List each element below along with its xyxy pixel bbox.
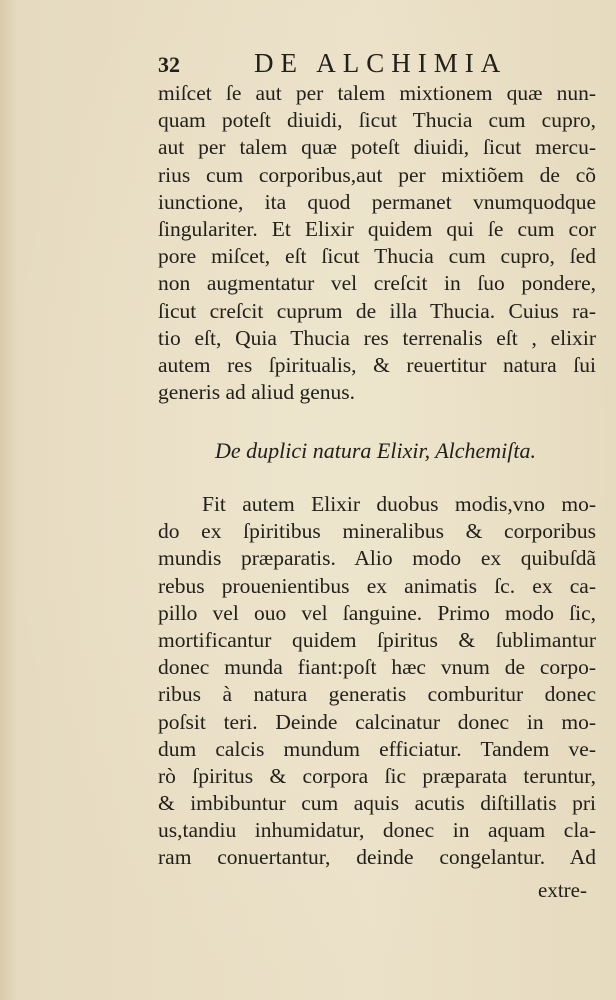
text-line: pore miſcet, eſt ſicut Thucia cum cupro, ſed — [158, 244, 596, 269]
text-line: Fit autem Elixir duobus modis,vno mo- — [202, 492, 596, 516]
text-line: iunctione, ita quod permanet vnumquodque — [158, 189, 596, 214]
text-line: rebus prouenientibus ex animatis ſc. ex ca- — [158, 573, 596, 598]
text-line: rò ſpiritus & corpora ſic præparata teruntur, — [158, 763, 596, 788]
text-line: donec munda fiant:poſt hæc vnum de corpo- — [158, 655, 596, 680]
text-line: tio eſt, Quia Thucia res terrenalis eſt , elixir — [158, 325, 596, 350]
text-line: autem res ſpiritualis, & reuertitur natura ſui — [158, 352, 596, 377]
text-line: dum calcis mundum efficiatur. Tandem ve- — [158, 736, 596, 761]
text-line: mundis præparatis. Alio modo ex quibuſdã — [158, 546, 596, 571]
text-line: & imbibuntur cum aquis acutis diſtillatis pri — [158, 791, 596, 816]
paragraph-1 — [158, 80, 596, 406]
text-line: ſingulariter. Et Elixir quidem qui ſe cum cor — [158, 216, 596, 241]
text-line: aut per talem quæ poteſt diuidi, ſicut mercu- — [158, 135, 596, 160]
text-line: quam poteſt diuidi, ſicut Thucia cum cupro, — [158, 108, 596, 133]
text-line: ſicut creſcit cuprum de illa Thucia. Cuius ra- — [158, 298, 596, 323]
text-line: mortificantur quidem ſpiritus & ſublimantur — [158, 627, 596, 652]
text-line: miſcet ſe aut per talem mixtionem quæ nun- — [158, 81, 596, 105]
text-line: do ex ſpiritibus mineralibus & corporibus — [158, 519, 596, 544]
running-head — [158, 48, 598, 80]
page-number: 32 — [158, 52, 180, 77]
catchword: extre- — [538, 878, 587, 902]
text-line: generis ad aliud genus. — [158, 380, 356, 405]
text-line: ribus à natura generatis comburitur donec — [158, 682, 596, 707]
text-line: non augmentatur vel creſcit in ſuo pondere, — [158, 271, 596, 296]
running-title: DE ALCHIMIA — [254, 48, 508, 78]
text-line: ram conuertantur, deinde congelantur. Ad — [158, 845, 596, 870]
text-line: rius cum corporibus,aut per mixtiõem de cõ — [158, 162, 596, 187]
text-line: us,tandiu inhumidatur, donec in aquam cla- — [158, 818, 596, 843]
text-line: pillo vel ouo vel ſanguine. Primo modo ſic, — [158, 600, 596, 625]
text-line: poſsit teri. Deinde calcinatur donec in mo- — [158, 709, 596, 734]
paragraph-2 — [158, 491, 596, 872]
section-heading: De duplici natura Elixir, Alchemiſta. — [215, 438, 536, 463]
